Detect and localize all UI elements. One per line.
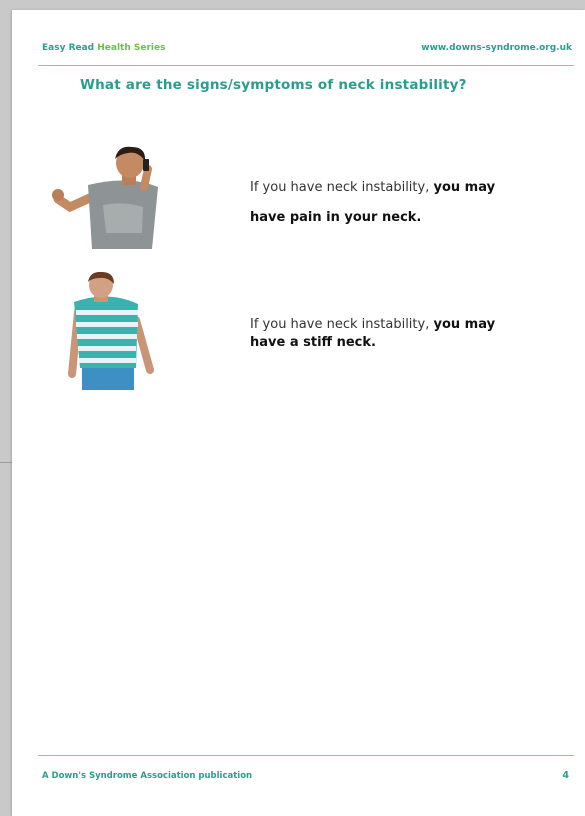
series-title-part2: Health Series — [97, 43, 166, 53]
document-page — [12, 10, 585, 816]
header-divider — [38, 65, 574, 66]
person-stiff-neck-image — [64, 272, 160, 392]
website-link[interactable]: www.downs-syndrome.org.uk — [421, 43, 572, 53]
series-title-part1: Easy Read — [42, 43, 98, 53]
viewer-divider — [0, 462, 12, 463]
page-number: 4 — [562, 770, 569, 781]
footer-divider — [38, 755, 574, 756]
page-title: What are the signs/symptoms of neck instability? — [80, 77, 467, 93]
symptom-1-intro: If you have neck instability, — [250, 180, 434, 195]
page-header — [42, 43, 572, 57]
symptom-text-1 — [250, 173, 550, 233]
series-title — [42, 43, 165, 53]
person-neck-pain-image — [48, 145, 170, 250]
symptom-text-2 — [250, 316, 550, 352]
symptom-2-emphasis-b: have a stiff neck. — [250, 335, 376, 350]
symptom-1-emphasis-b: have pain in your neck. — [250, 210, 422, 225]
symptom-2-intro: If you have neck instability, — [250, 317, 434, 332]
symptom-1-emphasis-a: you may — [433, 180, 496, 195]
publisher-credit: A Down's Syndrome Association publication — [42, 771, 253, 781]
symptom-2-emphasis-a: you may — [433, 317, 496, 332]
